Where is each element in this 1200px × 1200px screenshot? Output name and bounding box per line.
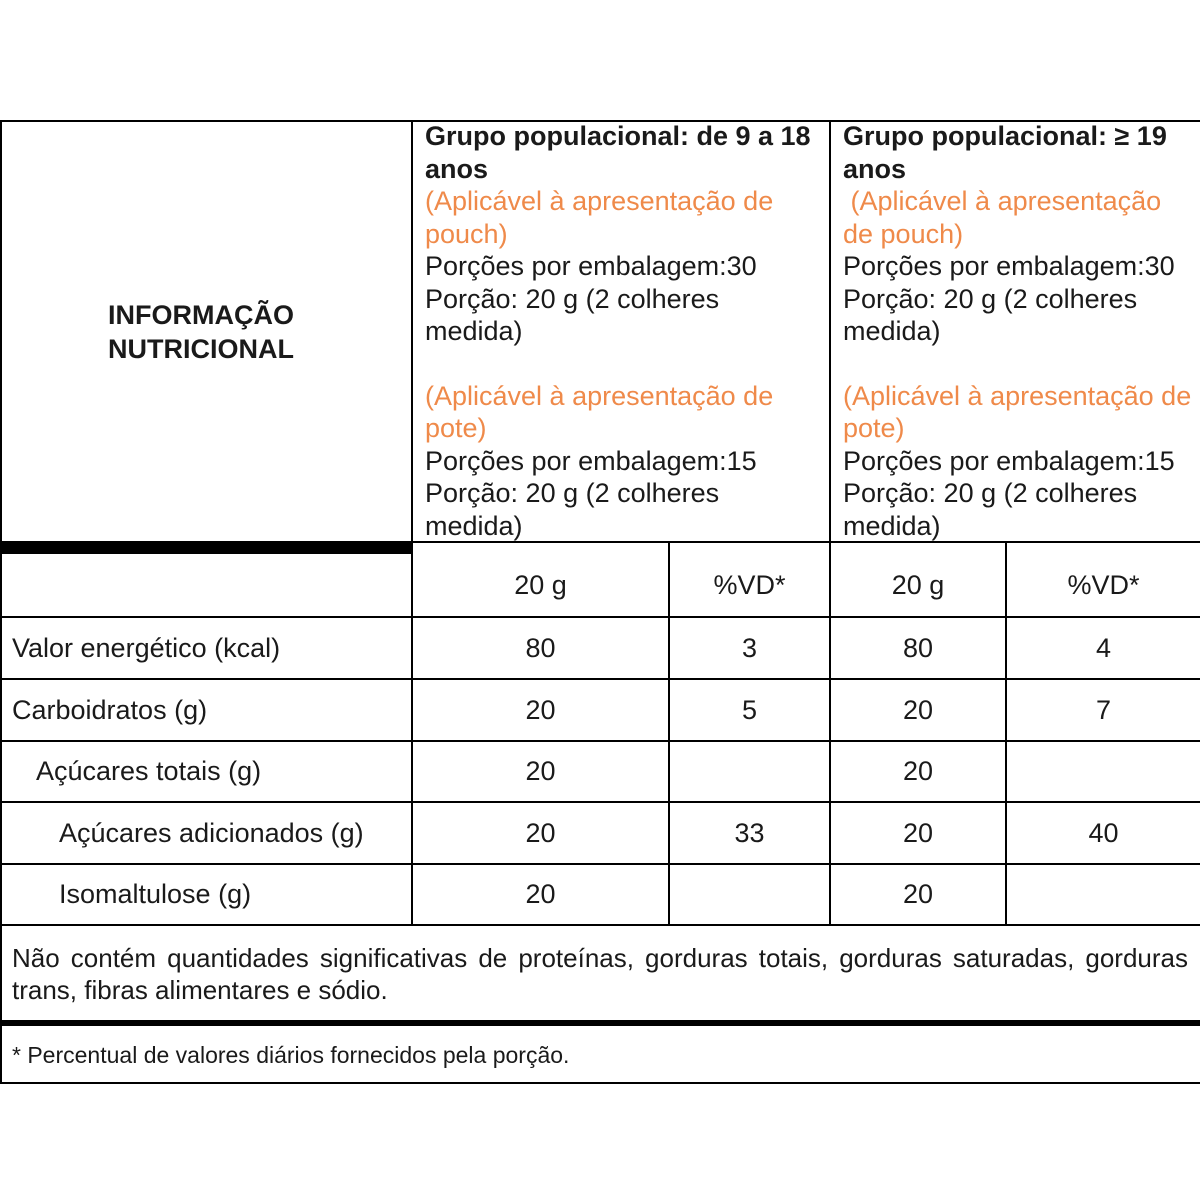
pouch-portion: Porção: 20 g (2 colheres medida) xyxy=(425,283,720,346)
table-cell: 20 xyxy=(525,756,556,786)
nutrition-facts-table xyxy=(0,120,1200,1084)
column-header: 20 g xyxy=(891,569,945,600)
table-cell: 7 xyxy=(1095,694,1112,725)
group-heading: Grupo populacional: ≥ 19 anos xyxy=(843,121,1167,184)
table-cell: 20 xyxy=(525,879,556,909)
row-label-energy: Valor energético (kcal) xyxy=(12,632,281,663)
group-heading: Grupo populacional: de 9 a 18 anos xyxy=(425,121,811,184)
table-cell: 33 xyxy=(734,817,765,848)
column-header: %VD* xyxy=(713,569,786,600)
title-line-2: NUTRICIONAL xyxy=(108,334,294,364)
row-label-total-sugars: Açúcares totais (g) xyxy=(36,756,262,786)
table-cell: 3 xyxy=(741,632,758,663)
pouch-portion: Porção: 20 g (2 colheres medida) xyxy=(843,283,1138,346)
title-line-1: INFORMAÇÃO xyxy=(108,300,294,330)
pote-note: (Aplicável à apresentação de pote) xyxy=(843,380,1192,443)
column-header: 20 g xyxy=(514,569,567,600)
group-header-1 xyxy=(425,120,820,542)
table-cell xyxy=(670,742,829,801)
table-cell xyxy=(670,865,829,924)
table-cell: 20 xyxy=(902,879,934,909)
table-cell: 20 xyxy=(902,694,934,725)
thick-divider-bottom xyxy=(0,1020,1200,1026)
table-cell xyxy=(1007,742,1200,801)
table-cell: 20 xyxy=(525,694,556,725)
table-cell: 4 xyxy=(1095,632,1112,663)
border-bottom xyxy=(0,1082,1200,1084)
thick-divider-left xyxy=(0,541,412,554)
row-label-added-sugars: Açúcares adicionados (g) xyxy=(59,817,364,848)
pote-servings: Porções por embalagem:15 xyxy=(425,445,757,476)
table-cell: 5 xyxy=(741,694,758,725)
group-header-2 xyxy=(843,120,1195,542)
table-cell: 20 xyxy=(902,817,934,848)
pouch-servings: Porções por embalagem:30 xyxy=(425,251,757,281)
pouch-servings: Porções por embalagem:30 xyxy=(843,251,1175,281)
column-header: %VD* xyxy=(1067,569,1140,600)
border-left xyxy=(0,120,2,1084)
pote-note: (Aplicável à apresentação de pote) xyxy=(425,380,774,443)
nutrient-note: Não contém quantidades significativas de proteínas, gorduras totais, gorduras saturadas, gorduras trans, fibras alimentares e sódio. xyxy=(12,943,1188,1005)
pote-servings: Porções por embalagem:15 xyxy=(843,445,1175,476)
pote-portion: Porção: 20 g (2 colheres medida) xyxy=(843,478,1138,541)
table-cell: 80 xyxy=(525,632,556,663)
pouch-note: (Aplicável à apresentação de pouch) xyxy=(843,186,1169,249)
table-cell xyxy=(1007,865,1200,924)
table-cell: 20 xyxy=(902,756,934,786)
row-label-carbohydrates: Carboidratos (g) xyxy=(12,694,208,725)
pouch-note: (Aplicável à apresentação de pouch) xyxy=(425,186,774,249)
row-label-isomaltulose: Isomaltulose (g) xyxy=(59,879,252,909)
table-cell: 40 xyxy=(1088,817,1119,848)
table-cell: 80 xyxy=(902,632,934,663)
table-title xyxy=(108,298,408,366)
footnote: * Percentual de valores diários fornecidos pela porção. xyxy=(12,1042,570,1068)
pote-portion: Porção: 20 g (2 colheres medida) xyxy=(425,478,720,541)
divider-h-6 xyxy=(0,924,1200,926)
table-cell: 20 xyxy=(525,817,556,848)
